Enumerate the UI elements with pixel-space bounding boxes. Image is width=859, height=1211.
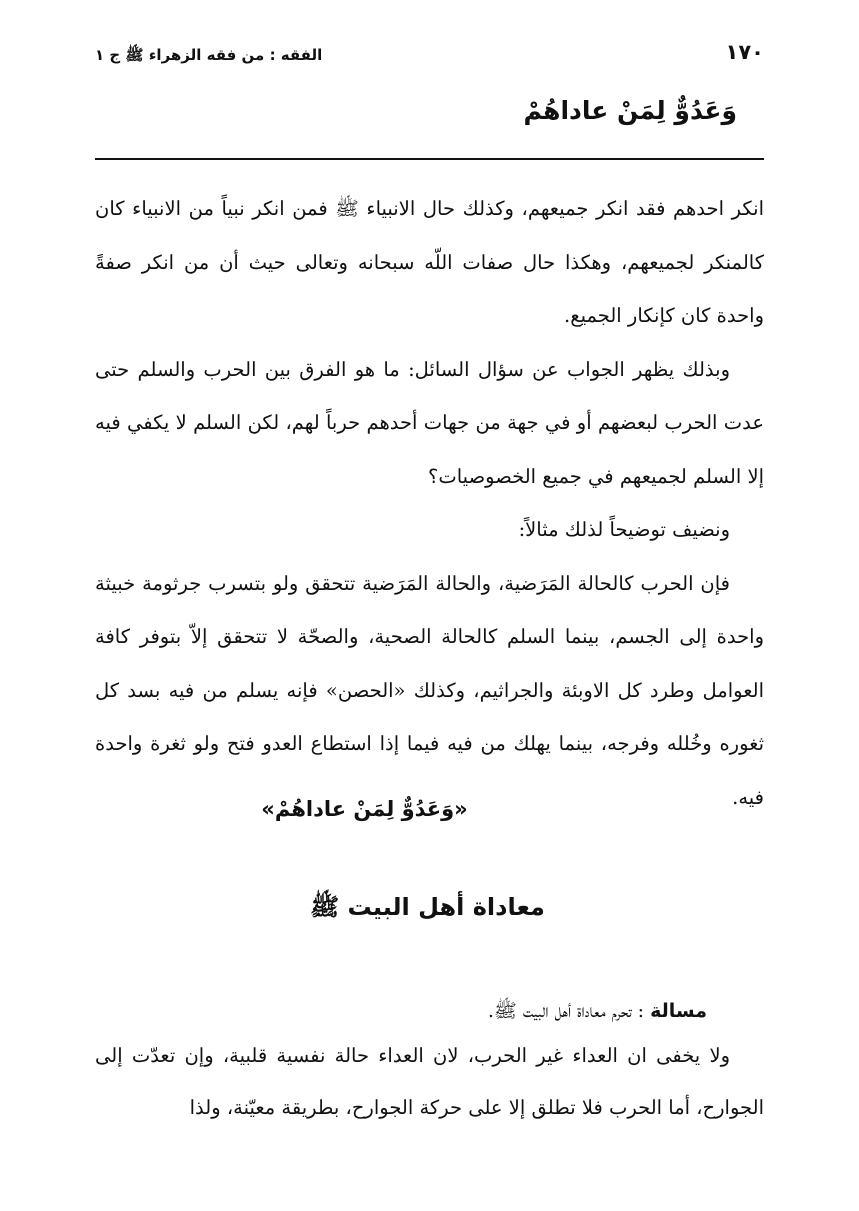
paragraph: فإن الحرب كالحالة المَرَضية، والحالة المَرَضية تتحقق ولو بتسرب جرثومة خبيثة واحدة إلى الجسم، بينما السلم كالحالة الصحية، والصحّة لا تتحقق إلاّ بتوفر كافة العوامل وطرد كل الاوبئة والجراثيم، وكذلك «الحصن» فإنه يسلم من فيه بسد كل ثغوره وخُلله وفرجه، بينما يهلك من فيه فيما إذا استطاع العدو فتح ولو ثغرة واحدة فيه.	[95, 571, 764, 809]
page-number: ١٧٠	[725, 40, 764, 64]
quote-text: «وَعَدُوٌّ لِمَنْ عاداهُمْ»	[261, 797, 468, 821]
paragraph: ونضيف توضيحاً لذلك مثالاً:	[518, 518, 730, 541]
body-text-continued	[95, 1030, 764, 1134]
body-text	[95, 182, 764, 824]
running-title: الفقه : من فقه الزهراء ﷺ ج ١	[95, 46, 323, 64]
subheading	[0, 892, 859, 927]
issue-text: : تحرم معاداة أهل البيت ﷺ.	[487, 1000, 645, 1022]
section-title: وَعَدُوٌّ لِمَنْ عاداهُمْ	[523, 96, 737, 125]
paragraph: وبذلك يظهر الجواب عن سؤال السائل: ما هو الفرق بين الحرب والسلم حتى عدت الحرب لبعضهم أو في جهة من جهات أحدهم حرباً لهم، لكن السلم لا يكفي فيه إلا السلم لجميعهم في جميع الخصوصيات؟	[95, 357, 764, 488]
quote-heading	[0, 797, 859, 821]
page-header	[95, 40, 764, 76]
paragraph: ولا يخفى ان العداء غير الحرب، لان العداء حالة نفسية قلبية، وإن تعدّت إلى الجوارح، أما الحرب فلا تطلق إلا على حركة الجوارح، بطريقة معيّنة، ولذا	[95, 1044, 764, 1119]
divider-rule	[95, 158, 764, 160]
issue-line	[95, 986, 707, 1036]
subheading-text: معاداة أهل البيت ﷺ	[310, 893, 545, 921]
paragraph: انكر احدهم فقد انكر جميعهم، وكذلك حال الانبياء ﷺ فمن انكر نبياً من الانبياء كان كالمنكر لجميعهم، وهكذا حال صفات اللّه سبحانه وتعالى حيث أن من انكر صفةً واحدة كان كإنكار الجميع.	[95, 197, 764, 327]
issue-label: مسالة	[650, 1000, 707, 1022]
